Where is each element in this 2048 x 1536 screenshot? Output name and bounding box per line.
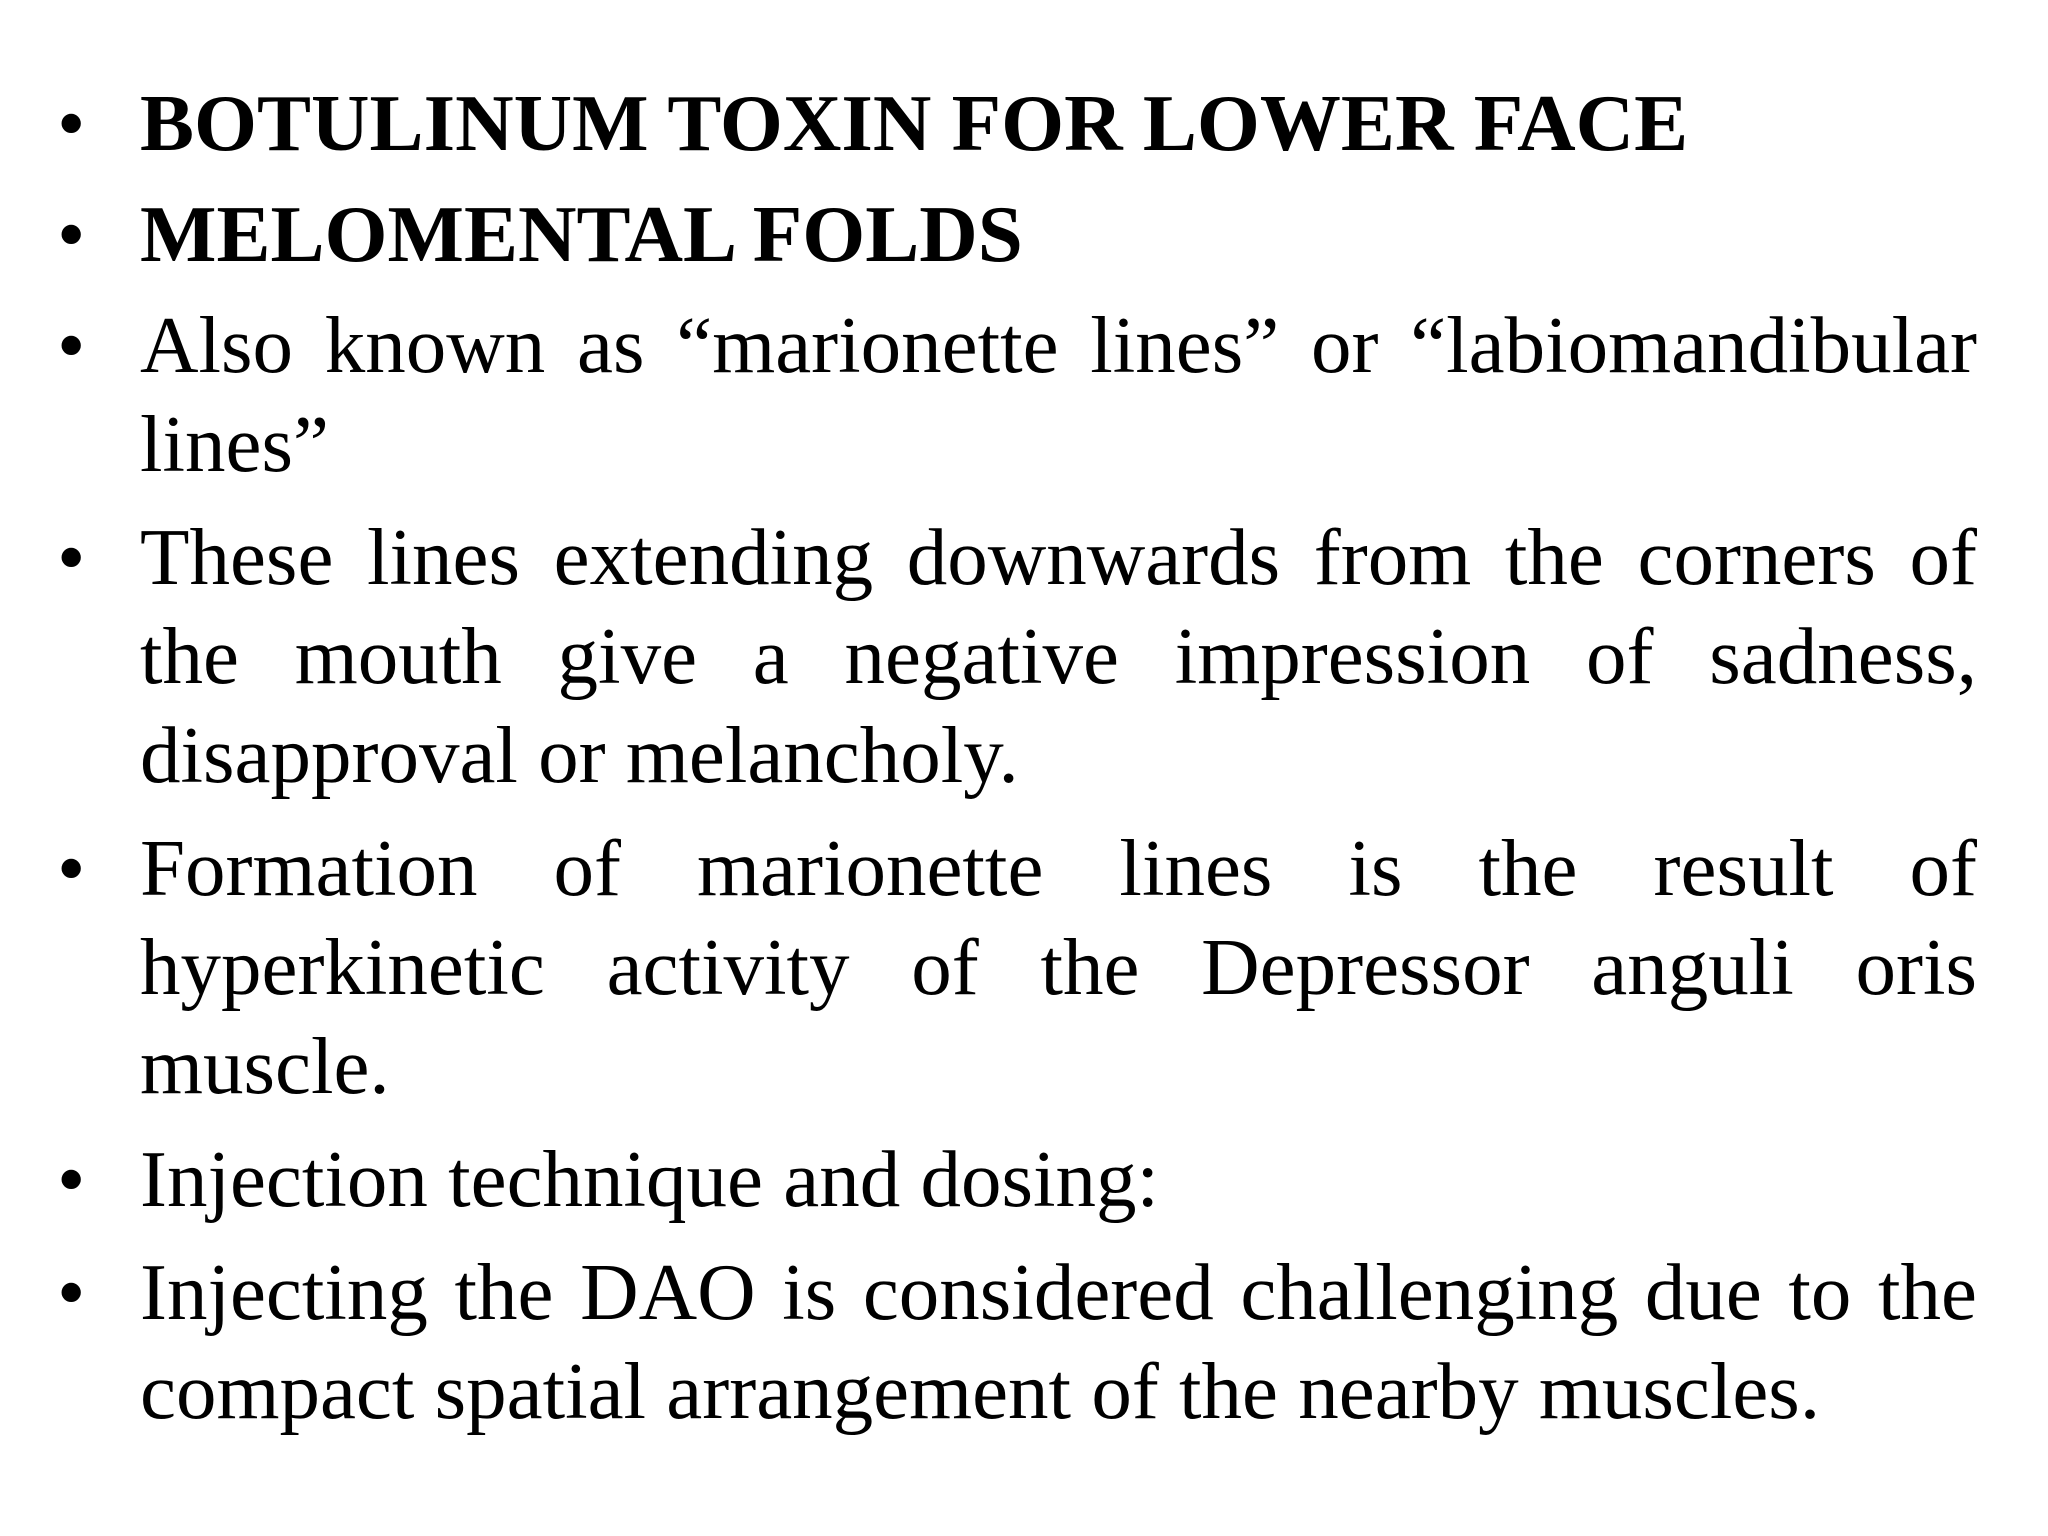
bullet-item-subtitle [0,185,1977,284]
bullet-text: Also known as “marionette lines” or “labiomandibular lines” [140,300,1977,489]
bullet-dot-icon: • [57,189,86,279]
bullet-item-aka [0,296,1977,494]
bullet-list [0,74,2048,1455]
bullet-item-title [0,74,1977,173]
bullet-text: Injection technique and dosing: [140,1134,1159,1224]
bullet-dot-icon: • [57,1247,86,1337]
bullet-dot-icon: • [57,512,86,602]
bullet-item-description [0,508,1977,805]
bullet-item-injection-heading [0,1130,1977,1229]
bullet-text: These lines extending downwards from the corners of the mouth give a negative impression of sadness, disapproval or melancholy. [140,512,1977,800]
bullet-dot-icon: • [57,300,86,390]
bullet-text: Formation of marionette lines is the result of hyperkinetic activity of the Depressor anguli oris muscle. [140,823,1977,1111]
bullet-text: BOTULINUM TOXIN FOR LOWER FACE [140,78,1689,168]
bullet-dot-icon: • [57,78,86,168]
bullet-dot-icon: • [57,823,86,913]
bullet-item-formation [0,819,1977,1116]
bullet-text: Injecting the DAO is considered challenging due to the compact spatial arrangement of the nearby muscles. [140,1247,1977,1436]
bullet-text: MELOMENTAL FOLDS [140,189,1023,279]
bullet-item-injection-detail [0,1243,1977,1441]
bullet-dot-icon: • [57,1134,86,1224]
